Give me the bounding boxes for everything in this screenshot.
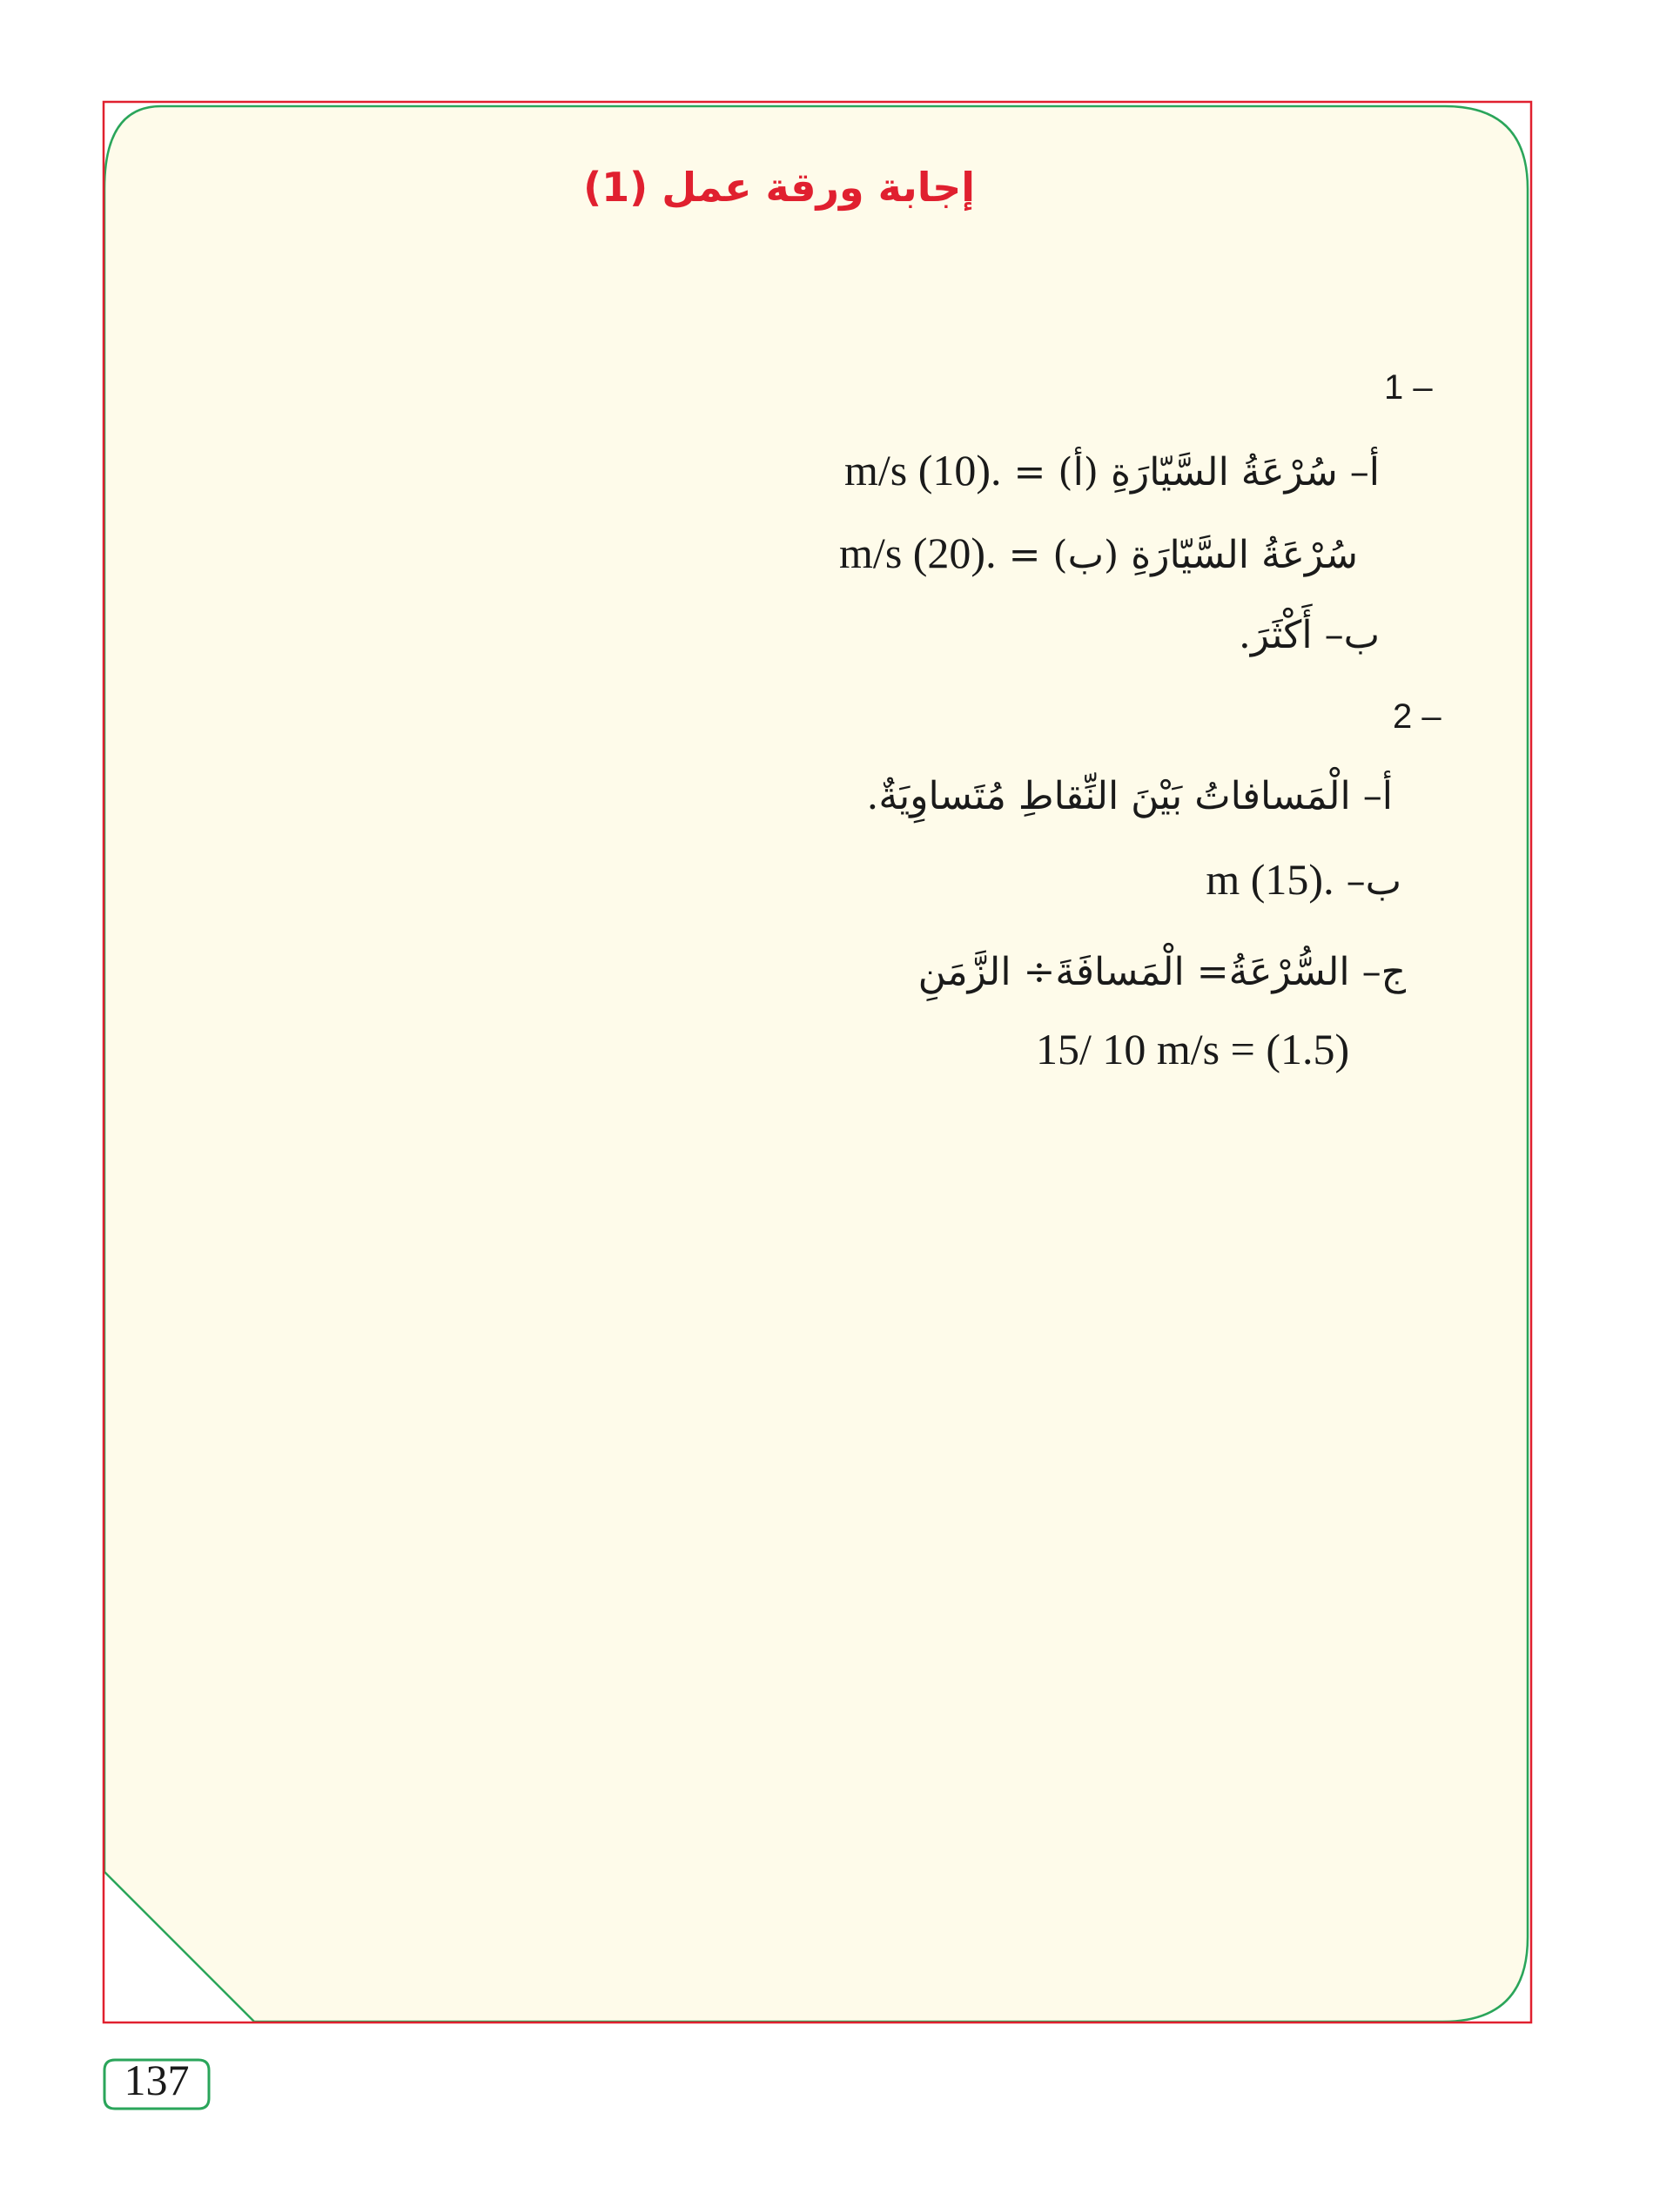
question-1-marker: 1 –	[1384, 368, 1433, 407]
page-title: إجابة ورقة عمل (1)	[583, 164, 975, 211]
q1-answer-a-label: أ– سُرْعَةُ السَّيّارَةِ (أ) =	[1001, 450, 1380, 495]
q1-answer-a-line-2	[839, 522, 1358, 586]
q1-answer-b: ب– أَكْثَرَ.	[1238, 613, 1380, 657]
page-number: 137	[124, 2056, 190, 2104]
q2-answer-c: ج– السُّرْعَةُ= الْمَسافَةَ÷ الزَّمَنِ	[917, 950, 1406, 994]
q1-answer-a2-label: سُرْعَةُ السَّيّارَةِ (ب) =	[996, 533, 1358, 577]
question-2-marker: 2 –	[1393, 697, 1441, 736]
q1-answer-a2-value: m/s (20).	[839, 528, 997, 577]
q1-answer-a-line-1	[844, 440, 1380, 503]
q1-answer-a-value: m/s (10).	[844, 446, 1002, 495]
q2-answer-b-value: m (15).	[1206, 855, 1334, 904]
q2-answer-a: أ– الْمَسافاتُ بَيْنَ النِّقاطِ مُتَساوِيَةٌ.	[866, 774, 1393, 818]
q2-answer-b-line	[1206, 849, 1401, 912]
q2-answer-b-label: ب–	[1334, 859, 1401, 904]
q2-formula: 15/ 10 m/s = (1.5)	[1036, 1025, 1350, 1073]
